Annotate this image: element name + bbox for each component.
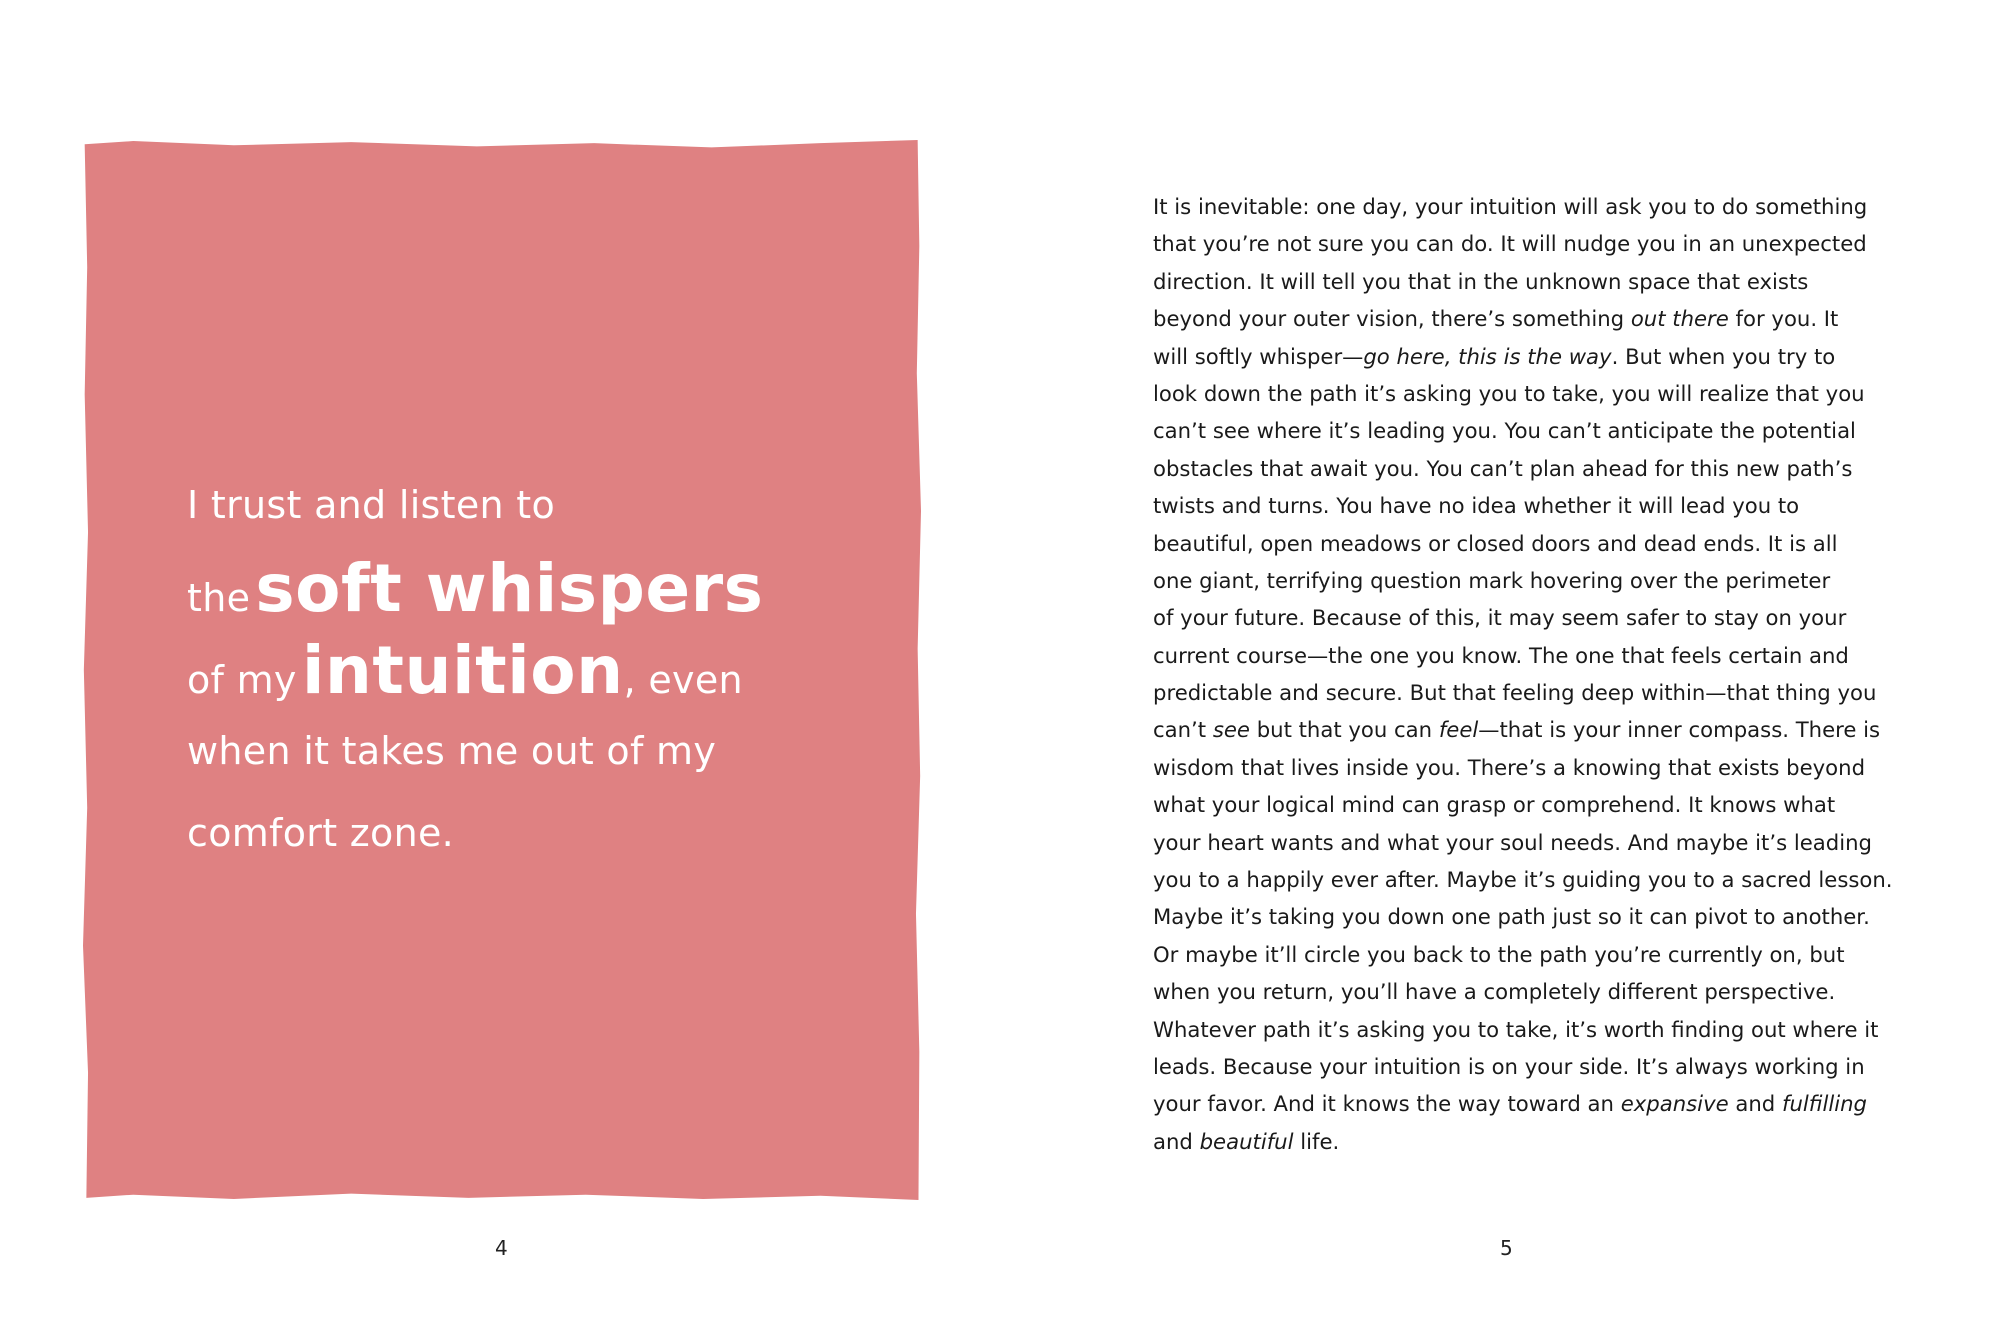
body-line xyxy=(1153,824,1893,861)
affirmation-emphasis-soft-whispers: soft whispers xyxy=(255,550,764,627)
body-text-segment: direction. It will tell you that in the unknown space that exists xyxy=(1153,268,1809,294)
body-line xyxy=(1153,412,1893,449)
body-line xyxy=(1153,525,1893,562)
body-line xyxy=(1153,599,1893,636)
body-text-segment: look down the path it’s asking you to take, you will realize that you xyxy=(1153,380,1865,406)
body-text-segment: and xyxy=(1728,1091,1782,1117)
body-line xyxy=(1153,936,1893,973)
body-text-segment: leads. Because your intuition is on your side. It’s always working in xyxy=(1153,1053,1865,1079)
body-line xyxy=(1153,749,1893,786)
body-line xyxy=(1153,487,1893,524)
body-text-segment: can’t xyxy=(1153,717,1213,743)
body-line xyxy=(1153,300,1893,337)
body-text-segment: one giant, terrifying question mark hovering over the perimeter xyxy=(1153,567,1831,593)
affirmation-line-3 xyxy=(187,632,743,709)
body-text-segment: beyond your outer vision, there’s something xyxy=(1153,306,1631,332)
body-text-segment: Whatever path it’s asking you to take, it’s worth finding out where it xyxy=(1153,1016,1879,1042)
affirmation-words-of-my: of my xyxy=(187,658,297,702)
body-line xyxy=(1153,1123,1893,1160)
body-italic-text: fulfilling xyxy=(1781,1091,1867,1117)
body-text-segment: current course—the one you know. The one that feels certain and xyxy=(1153,642,1849,668)
body-text-segment: —that is your inner compass. There is xyxy=(1478,717,1881,743)
body-line xyxy=(1153,711,1893,748)
body-text-segment: Maybe it’s taking you down one path just so it can pivot to another. xyxy=(1153,904,1870,930)
body-line xyxy=(1153,898,1893,935)
body-line xyxy=(1153,786,1893,823)
affirmation-line-4: when it takes me out of my xyxy=(187,729,717,773)
body-text-segment: Or maybe it’ll circle you back to the path you’re currently on, but xyxy=(1153,941,1845,967)
body-line xyxy=(1153,1011,1893,1048)
body-italic-text: out there xyxy=(1630,306,1729,332)
body-line xyxy=(1153,225,1893,262)
body-text-segment: can’t see where it’s leading you. You can’t anticipate the potential xyxy=(1153,418,1856,444)
body-text-segment: predictable and secure. But that feeling deep within—that thing you xyxy=(1153,680,1877,706)
body-text-segment: and xyxy=(1153,1128,1200,1154)
body-text-segment: when you return, you’ll have a completely different perspective. xyxy=(1153,979,1836,1005)
body-italic-text: expansive xyxy=(1620,1091,1729,1117)
affirmation-line-5: comfort zone. xyxy=(187,811,455,855)
affirmation-line-1: I trust and listen to xyxy=(187,483,556,527)
body-line xyxy=(1153,1048,1893,1085)
body-line xyxy=(1153,263,1893,300)
body-text-segment: . But when you try to xyxy=(1611,343,1836,369)
body-text-segment: but that you can xyxy=(1249,717,1439,743)
body-line xyxy=(1153,450,1893,487)
body-italic-text: feel xyxy=(1438,717,1479,743)
affirmation-emphasis-intuition: intuition xyxy=(301,632,624,709)
body-text-segment: life. xyxy=(1293,1128,1340,1154)
body-italic-text: see xyxy=(1212,717,1250,743)
body-line xyxy=(1153,188,1893,225)
body-text-segment: will softly whisper— xyxy=(1153,343,1364,369)
body-text-segment: you to a happily ever after. Maybe it’s guiding you to a sacred lesson. xyxy=(1153,867,1893,893)
body-line xyxy=(1153,674,1893,711)
body-italic-text: beautiful xyxy=(1199,1128,1294,1154)
body-line xyxy=(1153,861,1893,898)
body-text-segment: twists and turns. You have no idea whether it will lead you to xyxy=(1153,493,1800,519)
body-text-segment: your favor. And it knows the way toward an xyxy=(1153,1091,1621,1117)
body-text-segment: of your future. Because of this, it may seem safer to stay on your xyxy=(1153,605,1847,631)
body-text-segment: It is inevitable: one day, your intuition will ask you to do something xyxy=(1153,194,1868,219)
body-line xyxy=(1153,1085,1893,1122)
body-text-segment: what your logical mind can grasp or comprehend. It knows what xyxy=(1153,792,1836,818)
body-text xyxy=(1153,188,1893,1160)
body-line xyxy=(1153,375,1893,412)
affirmation-word-the: the xyxy=(187,576,251,620)
body-line xyxy=(1153,973,1893,1010)
body-text-segment: wisdom that lives inside you. There’s a knowing that exists beyond xyxy=(1153,754,1866,780)
body-line xyxy=(1153,562,1893,599)
body-line xyxy=(1153,338,1893,375)
body-line xyxy=(1153,637,1893,674)
affirmation-word-even: , even xyxy=(623,658,743,702)
body-text-segment: for you. It xyxy=(1728,306,1839,332)
body-text-segment: that you’re not sure you can do. It will nudge you in an unexpected xyxy=(1153,231,1867,257)
body-text-segment: your heart wants and what your soul needs. And maybe it’s leading xyxy=(1153,829,1872,855)
affirmation-line-2 xyxy=(187,550,764,627)
body-text-segment: obstacles that await you. You can’t plan ahead for this new path’s xyxy=(1153,455,1853,481)
body-italic-text: go here, this is the way xyxy=(1363,343,1612,369)
page-number-left: 4 xyxy=(495,1236,508,1260)
page-number-right: 5 xyxy=(1500,1236,1513,1260)
body-text-segment: beautiful, open meadows or closed doors and dead ends. It is all xyxy=(1153,530,1838,556)
